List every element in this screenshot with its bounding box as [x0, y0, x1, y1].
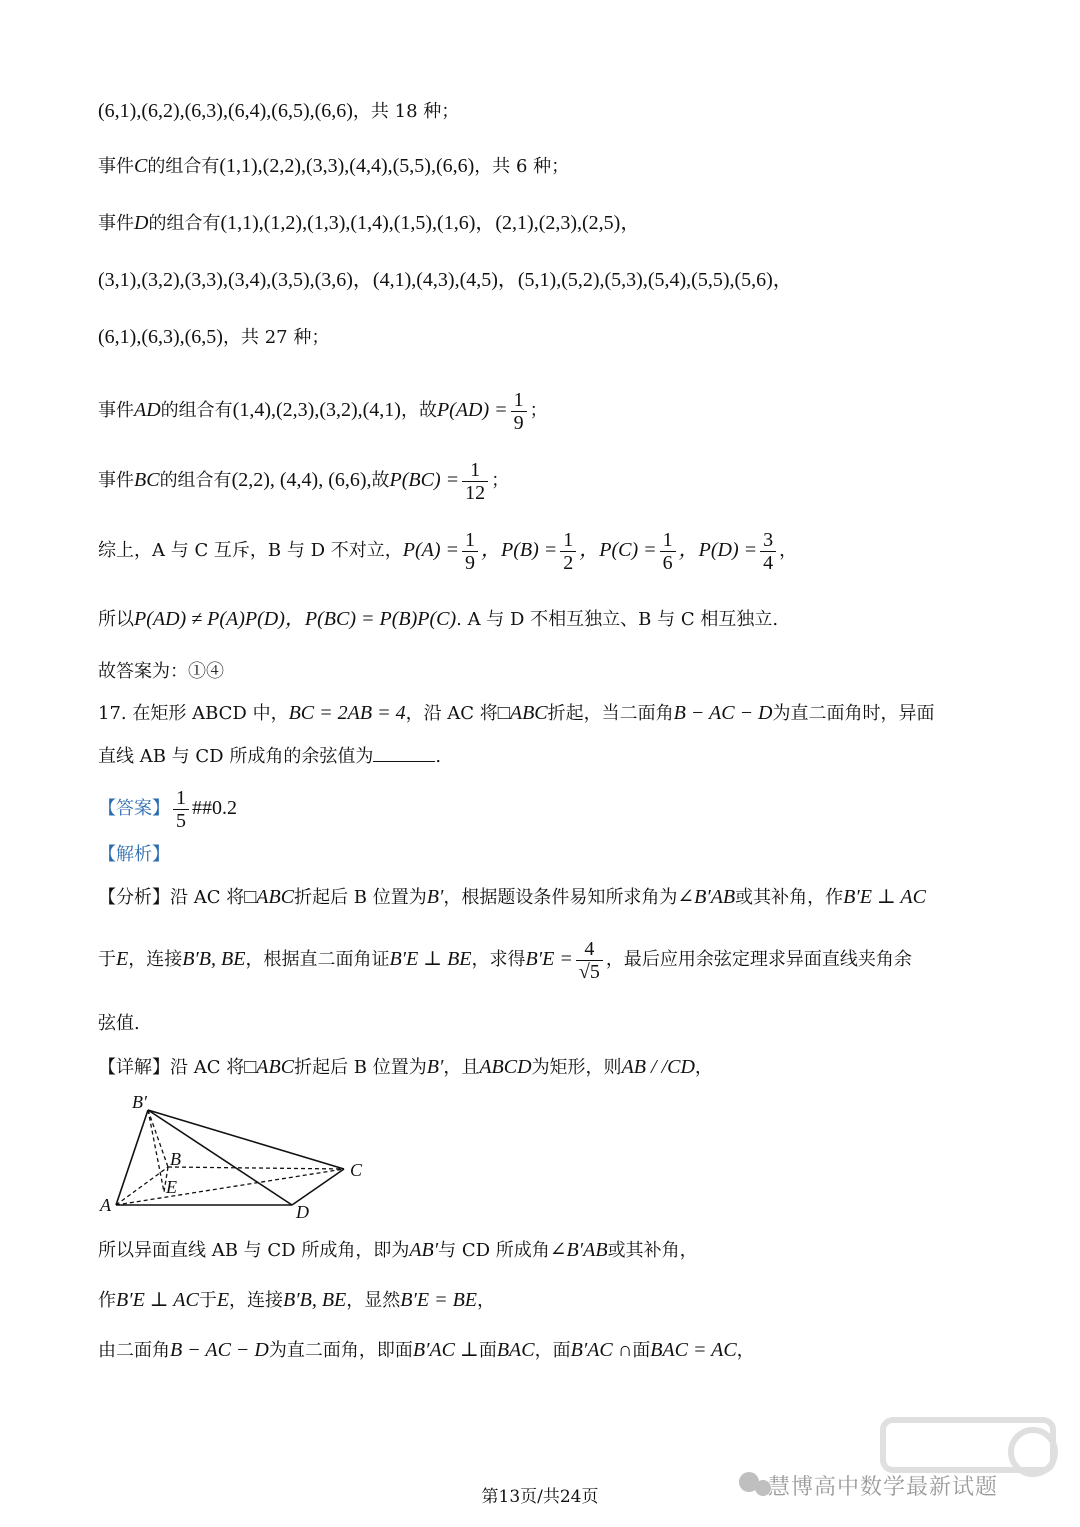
text: 沿 AC 将	[170, 887, 245, 908]
text: 综上，	[98, 540, 152, 561]
math-var: AD	[134, 399, 161, 421]
math-expr: □ABC	[497, 702, 548, 724]
text: ，连接	[229, 1290, 284, 1311]
text: 的组合有	[159, 470, 232, 491]
math-var: BC	[134, 469, 160, 491]
math-expr: BAC = AC	[650, 1339, 737, 1361]
folded-rectangle-figure	[96, 1092, 376, 1222]
math-expr: B − AC − D	[170, 1339, 269, 1361]
text-line	[98, 98, 459, 125]
fraction: $\frac{1}{6}$	[660, 529, 676, 574]
text: ，	[736, 1340, 755, 1361]
text: 作	[98, 1290, 116, 1311]
text: ，显然	[346, 1290, 401, 1311]
math-expr: P(BC) =	[389, 469, 460, 491]
math-expr: B′	[426, 1056, 444, 1078]
text-line	[98, 452, 509, 509]
text-line	[98, 153, 569, 180]
text: 或其补角，	[607, 1240, 698, 1261]
fraction: $\frac{1}{5}$	[173, 787, 189, 832]
tag: 【分析】	[98, 887, 170, 908]
text-line	[98, 382, 548, 439]
analysis-line	[98, 884, 926, 911]
math-expr: □ABC	[244, 886, 295, 908]
label-B-prime: B′	[132, 1092, 147, 1112]
math-expr: ABCD	[479, 1056, 532, 1078]
text: ，共 18 种；	[352, 101, 460, 122]
text: 于	[98, 949, 116, 970]
text: 的组合有	[147, 156, 220, 177]
text: 所以	[98, 609, 134, 630]
analysis-line	[98, 928, 912, 991]
math-expr: (1,1),(2,2),(3,3),(4,4),(5,5),(6,6)	[219, 155, 475, 177]
edge-B-C	[168, 1167, 344, 1169]
math-expr: B′	[426, 886, 444, 908]
text: ，	[477, 1290, 496, 1311]
text: . A 与 D 不相互独立、B 与 C 相互独立.	[456, 609, 779, 630]
answer-line: 故答案为：①④	[98, 661, 224, 682]
text: 的组合有	[148, 213, 221, 234]
math-expr: B′E ⊥ AC	[843, 886, 926, 908]
label-E: E	[166, 1177, 177, 1197]
math-expr: ∠B′AB	[677, 886, 736, 908]
text: ，	[694, 1057, 713, 1078]
math-expr: P(A) =	[402, 539, 460, 561]
math-var: E	[116, 948, 129, 970]
math-expr: B − AC − D	[673, 702, 773, 724]
math-expr: ，P(D) =	[678, 539, 758, 561]
fraction: $\frac{1}{12}$	[462, 459, 488, 504]
math-var: C	[134, 155, 148, 177]
text: ，根据题设条件易知所求角为	[443, 887, 678, 908]
text: ，故	[400, 400, 437, 421]
text-line	[98, 522, 797, 579]
text: 为直二面角，即面	[268, 1340, 413, 1361]
math-expr: □ABC	[244, 1056, 295, 1078]
question-17	[98, 700, 935, 727]
text: 在矩形 ABCD 中，	[132, 703, 289, 724]
text: ，连接	[128, 949, 183, 970]
text: .	[435, 746, 442, 767]
math-var: D	[134, 212, 149, 234]
math-expr: B′B, BE	[283, 1289, 347, 1311]
answer-row	[98, 780, 237, 837]
text: 面	[632, 1340, 651, 1361]
math-expr: ，P(C) =	[579, 539, 657, 561]
analysis-tag: 【解析】	[98, 844, 170, 865]
text: 于	[198, 1290, 217, 1311]
math-expr: BAC	[496, 1339, 535, 1361]
text-line	[98, 606, 778, 633]
text-line: 弦值.	[98, 1013, 140, 1034]
solution-line	[98, 1337, 755, 1364]
math-expr: B′E ⊥ AC	[116, 1289, 199, 1311]
text: 折起后 B 位置为	[294, 1057, 427, 1078]
label-B: B	[170, 1149, 181, 1169]
page-footer: 第13页/共24页	[481, 1487, 599, 1507]
label-C: C	[350, 1160, 363, 1180]
text: 直线 AB 与 CD 所成角的余弦值为	[98, 746, 374, 767]
text: ，	[779, 540, 798, 561]
text: 折起后 B 位置为	[294, 887, 427, 908]
text-line	[98, 743, 441, 770]
math-var: E	[216, 1289, 230, 1311]
text-line	[98, 324, 329, 351]
text: 事件	[98, 400, 134, 421]
text: 为矩形，则	[531, 1057, 622, 1078]
math-expr: B′B, BE	[182, 948, 246, 970]
fraction: $\frac{1}{2}$	[560, 529, 576, 574]
edge-D-C	[292, 1169, 344, 1205]
answer-blank	[373, 743, 435, 762]
fraction: $\frac{3}{4}$	[760, 529, 776, 574]
solution-line	[98, 1237, 698, 1264]
text: 由二面角	[98, 1340, 170, 1361]
text: 与 CD 所成角	[438, 1240, 550, 1261]
math-expr: B′AC ∩	[570, 1339, 633, 1361]
math-expr: B′AC ⊥	[412, 1339, 479, 1361]
text: A 与 C 互斥，B 与 D 不对立，	[152, 540, 403, 561]
text: 事件	[98, 470, 134, 491]
text: ，根据直二面角证	[245, 949, 390, 970]
text-line	[98, 210, 640, 237]
text: 折起，当二面角	[547, 703, 674, 724]
watermark-text: 慧博高中数学最新试题	[768, 1475, 999, 1500]
text: ，面	[534, 1340, 571, 1361]
math-expr: B′E ⊥ BE	[389, 948, 472, 970]
fraction: $\frac{1}{9}$	[462, 529, 478, 574]
text: ；	[491, 470, 510, 491]
math-expr: (1,4),(2,3),(3,2),(4,1)	[232, 399, 401, 421]
answer-tag: 【答案】	[98, 798, 170, 819]
math-expr: (6,1),(6,3),(6,5)	[98, 326, 223, 348]
math-expr: P(AD) ≠ P(A)P(D)，P(BC) = P(B)P(C)	[134, 608, 457, 630]
text: 为直二面角时，异面	[772, 703, 935, 724]
text: 事件	[98, 213, 134, 234]
math-expr: P(AD) =	[436, 399, 508, 421]
math-expr: (3,1),(3,2),(3,3),(3,4),(3,5),(3,6)，(4,1),(4,3),(4,5)，(5,1),(5,2),(5,3),(5,4),(5,5),(5,6)，	[98, 269, 793, 291]
text: 事件	[98, 156, 134, 177]
text: ；	[529, 400, 548, 421]
text: ，最后应用余弦定理求异面直线夹角余	[605, 949, 912, 970]
text: 故	[371, 470, 390, 491]
math-expr: (2,2), (4,4), (6,6),	[231, 469, 372, 491]
text: ，共 27 种；	[222, 327, 330, 348]
text: 的组合有	[160, 400, 233, 421]
label-A: A	[100, 1195, 111, 1215]
text: 面	[478, 1340, 497, 1361]
solution-line	[98, 1287, 495, 1314]
math-expr: ，P(B) =	[481, 539, 558, 561]
text: 沿 AC 将	[170, 1057, 245, 1078]
text: 所以异面直线 AB 与 CD 所成角，即为	[98, 1240, 410, 1261]
detail-line	[98, 1054, 713, 1081]
text: ##0.2	[192, 797, 237, 819]
math-expr: (1,1),(1,2),(1,3),(1,4),(1,5),(1,6)，(2,1),(2,3),(2,5)，	[220, 212, 641, 234]
math-expr: B′E =	[525, 948, 573, 970]
math-expr: AB / /CD	[621, 1056, 695, 1078]
text-line	[98, 267, 793, 294]
text: ，共 6 种；	[474, 156, 570, 177]
question-number: 17.	[98, 703, 127, 724]
math-expr: BC = 2AB = 4	[288, 702, 406, 724]
fraction: $\frac{1}{9}$	[511, 389, 527, 434]
math-expr: ∠B′AB	[549, 1239, 608, 1261]
label-D: D	[296, 1202, 309, 1222]
text: ，且	[443, 1057, 480, 1078]
math-expr: (6,1),(6,2),(6,3),(6,4),(6,5),(6,6)	[98, 100, 353, 122]
text: ，求得	[471, 949, 526, 970]
math-expr: B′E = BE	[400, 1289, 478, 1311]
text: 或其补角，作	[735, 887, 844, 908]
edge-A-C	[116, 1169, 344, 1205]
edge-Bp-A	[116, 1110, 148, 1205]
math-expr: AB′	[409, 1239, 439, 1261]
text: ，沿 AC 将	[405, 703, 498, 724]
tag: 【详解】	[98, 1057, 170, 1078]
fraction: $\frac{4}{√5}$	[576, 938, 603, 983]
